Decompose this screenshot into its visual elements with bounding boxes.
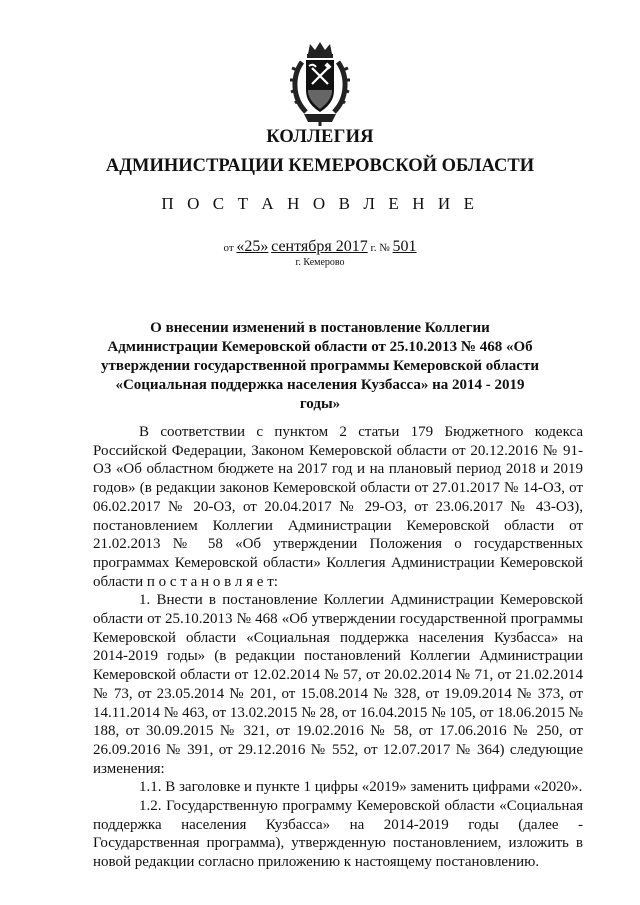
date-year-suffix: г. (370, 242, 377, 254)
body-paragraph: В соответствии с пунктом 2 статьи 179 Бюджетного кодекса Российской Федерации, Законом Кемеровской области от 20.12.2016 № 91-ОЗ «Об областном бюджете на 2017 год и на плановый период 2018 и 2019 годов» (в редакции законов Кемеровской области от 27.01.2017 № 14-ОЗ, от 06.02.2017 № 20-ОЗ, от 20.04.2017 № 29-ОЗ, от 23.06.2017 № 43-ОЗ), постановлением Коллегии Администрации Кемеровской области от 21.02.2013 № 58 «Об утверждении Положения о государственных программах Кемеровской области» Коллегия Администрации Кемеровской области п о с т а н о в л я е т: (93, 424, 583, 590)
date-close-quote: » (260, 238, 269, 255)
document-dateline (0, 238, 640, 256)
number-sign: № (379, 242, 390, 254)
document-number: 501 (392, 238, 417, 255)
issuer-title: КОЛЛЕГИЯ (266, 127, 374, 147)
date-from-label: от (223, 242, 234, 254)
date-day: 25 (244, 238, 261, 255)
document-subject: О внесении изменений в постановление Коллегии Администрации Кемеровской области от 25.10.2013 № 468 «Об утверждении государственной программы Кемеровской области «Социальная поддержка населения Кузбасса» на 2014 - 2019 годы» (101, 320, 539, 412)
date-open-quote: « (236, 238, 245, 255)
body-paragraph: 1.1. В заголовке и пункте 1 цифры «2019» заменить цифрами «2020». (139, 779, 583, 796)
coat-of-arms-icon (288, 40, 352, 128)
document-type: П О С Т А Н О В Л Е Н И Е (161, 194, 479, 213)
body-paragraph: 1. Внести в постановление Коллегии Администрации Кемеровской области от 25.10.2013 № 468 «Об утверждении государственной программы Кемеровской области «Социальная поддержка населения Кузбасса» на 2014-2019 годы» (в редакции постановлений Коллегии Администрации Кемеровской области от 12.02.2014 № 57, от 20.02.2014 № 71, от 21.02.2014 № 73, от 23.05.2014 № 201, от 15.08.2014 № 328, от 19.09.2014 № 373, от 14.11.2014 № 463, от 13.02.2015 № 28, от 16.04.2015 № 105, от 18.06.2015 № 188, от 30.09.2015 № 321, от 19.02.2016 № 58, от 17.06.2016 № 250, от 26.09.2016 № 391, от 29.12.2016 № 552, от 12.07.2017 № 364) следующие изменения: (93, 592, 583, 777)
date-month-year: сентября 2017 (271, 238, 368, 255)
document-body (93, 423, 583, 872)
document-city: г. Кемерово (295, 257, 345, 268)
body-paragraph: 1.2. Государственную программу Кемеровской области «Социальная поддержка населения Кузбасса» на 2014-2019 годы (далее - Государственная программа), утвержденную постановлением, изложить в новой редакции согласно приложению к настоящему постановлению. (93, 798, 583, 871)
issuer-subtitle: АДМИНИСТРАЦИИ КЕМЕРОВСКОЙ ОБЛАСТИ (105, 156, 535, 176)
